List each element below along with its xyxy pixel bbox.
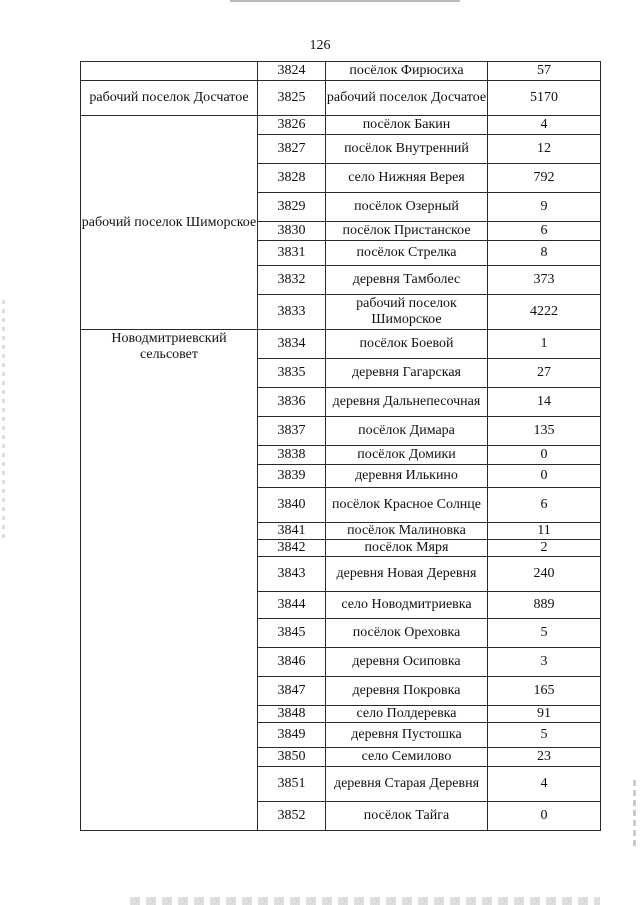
municipality-cell: Новодмитриевский сельсовет [81, 330, 258, 831]
settlement-name-cell: посёлок Домики [326, 446, 488, 465]
population-cell: 6 [488, 488, 601, 523]
code-cell: 3825 [258, 81, 326, 116]
population-cell: 5 [488, 619, 601, 648]
code-cell: 3824 [258, 62, 326, 81]
settlement-name-cell: посёлок Тайга [326, 802, 488, 831]
population-cell: 889 [488, 592, 601, 619]
population-cell: 9 [488, 193, 601, 222]
table-row [81, 330, 601, 359]
population-cell: 165 [488, 677, 601, 706]
population-cell: 27 [488, 359, 601, 388]
population-cell: 3 [488, 648, 601, 677]
code-cell: 3834 [258, 330, 326, 359]
population-cell: 91 [488, 706, 601, 723]
population-cell: 0 [488, 465, 601, 488]
scan-bottom-artifact [130, 897, 600, 905]
settlement-name-cell: деревня Тамболес [326, 266, 488, 295]
municipality-cell: рабочий поселок Досчатое [81, 81, 258, 116]
settlement-name-cell: посёлок Боевой [326, 330, 488, 359]
code-cell: 3844 [258, 592, 326, 619]
settlement-name-cell: посёлок Мяря [326, 540, 488, 557]
population-cell: 23 [488, 748, 601, 767]
code-cell: 3847 [258, 677, 326, 706]
code-cell: 3832 [258, 266, 326, 295]
population-cell: 4222 [488, 295, 601, 330]
settlement-name-cell: село Семилово [326, 748, 488, 767]
code-cell: 3827 [258, 135, 326, 164]
scan-top-mark [230, 0, 460, 2]
settlement-name-cell: посёлок Димара [326, 417, 488, 446]
code-cell: 3826 [258, 116, 326, 135]
population-cell: 6 [488, 222, 601, 241]
population-cell: 12 [488, 135, 601, 164]
code-cell: 3841 [258, 523, 326, 540]
settlement-name-cell: деревня Старая Деревня [326, 767, 488, 802]
population-cell: 57 [488, 62, 601, 81]
population-cell: 1 [488, 330, 601, 359]
settlements-table-body [81, 62, 601, 831]
population-cell: 4 [488, 767, 601, 802]
settlement-name-cell: рабочий поселок Шиморское [326, 295, 488, 330]
settlement-name-cell: рабочий поселок Досчатое [326, 81, 488, 116]
municipality-cell [81, 62, 258, 81]
settlement-name-cell: посёлок Стрелка [326, 241, 488, 266]
settlement-name-cell: село Нижняя Верея [326, 164, 488, 193]
code-cell: 3839 [258, 465, 326, 488]
settlement-name-cell: посёлок Красное Солнце [326, 488, 488, 523]
code-cell: 3840 [258, 488, 326, 523]
settlement-name-cell: деревня Гагарская [326, 359, 488, 388]
code-cell: 3833 [258, 295, 326, 330]
population-cell: 135 [488, 417, 601, 446]
settlement-name-cell: деревня Покровка [326, 677, 488, 706]
code-cell: 3828 [258, 164, 326, 193]
population-cell: 8 [488, 241, 601, 266]
code-cell: 3843 [258, 557, 326, 592]
code-cell: 3835 [258, 359, 326, 388]
table-row [81, 81, 601, 116]
code-cell: 3831 [258, 241, 326, 266]
code-cell: 3837 [258, 417, 326, 446]
code-cell: 3852 [258, 802, 326, 831]
municipality-cell: рабочий поселок Шиморское [81, 116, 258, 330]
code-cell: 3851 [258, 767, 326, 802]
population-cell: 5 [488, 723, 601, 748]
population-cell: 14 [488, 388, 601, 417]
settlement-name-cell: посёлок Озерный [326, 193, 488, 222]
settlement-name-cell: посёлок Бакин [326, 116, 488, 135]
population-cell: 240 [488, 557, 601, 592]
scan-margin-artifact [2, 300, 5, 540]
settlement-name-cell: село Полдеревка [326, 706, 488, 723]
code-cell: 3842 [258, 540, 326, 557]
settlement-name-cell: посёлок Фирюсиха [326, 62, 488, 81]
population-cell: 0 [488, 446, 601, 465]
settlement-name-cell: село Новодмитриевка [326, 592, 488, 619]
code-cell: 3849 [258, 723, 326, 748]
code-cell: 3836 [258, 388, 326, 417]
population-cell: 0 [488, 802, 601, 831]
settlement-name-cell: посёлок Внутренний [326, 135, 488, 164]
code-cell: 3838 [258, 446, 326, 465]
code-cell: 3850 [258, 748, 326, 767]
population-cell: 4 [488, 116, 601, 135]
page-number: 126 [309, 38, 331, 53]
table-row [81, 116, 601, 135]
code-cell: 3845 [258, 619, 326, 648]
settlement-name-cell: посёлок Малиновка [326, 523, 488, 540]
code-cell: 3848 [258, 706, 326, 723]
settlement-name-cell: деревня Новая Деревня [326, 557, 488, 592]
settlement-name-cell: посёлок Ореховка [326, 619, 488, 648]
population-cell: 11 [488, 523, 601, 540]
population-cell: 373 [488, 266, 601, 295]
settlement-name-cell: деревня Осиповка [326, 648, 488, 677]
code-cell: 3846 [258, 648, 326, 677]
table-row [81, 62, 601, 81]
settlement-name-cell: деревня Дальнепесочная [326, 388, 488, 417]
scan-margin-artifact [633, 780, 636, 850]
settlement-name-cell: деревня Илькино [326, 465, 488, 488]
population-cell: 5170 [488, 81, 601, 116]
settlement-name-cell: посёлок Пристанское [326, 222, 488, 241]
settlements-table [80, 61, 601, 831]
population-cell: 2 [488, 540, 601, 557]
code-cell: 3829 [258, 193, 326, 222]
settlement-name-cell: деревня Пустошка [326, 723, 488, 748]
population-cell: 792 [488, 164, 601, 193]
code-cell: 3830 [258, 222, 326, 241]
